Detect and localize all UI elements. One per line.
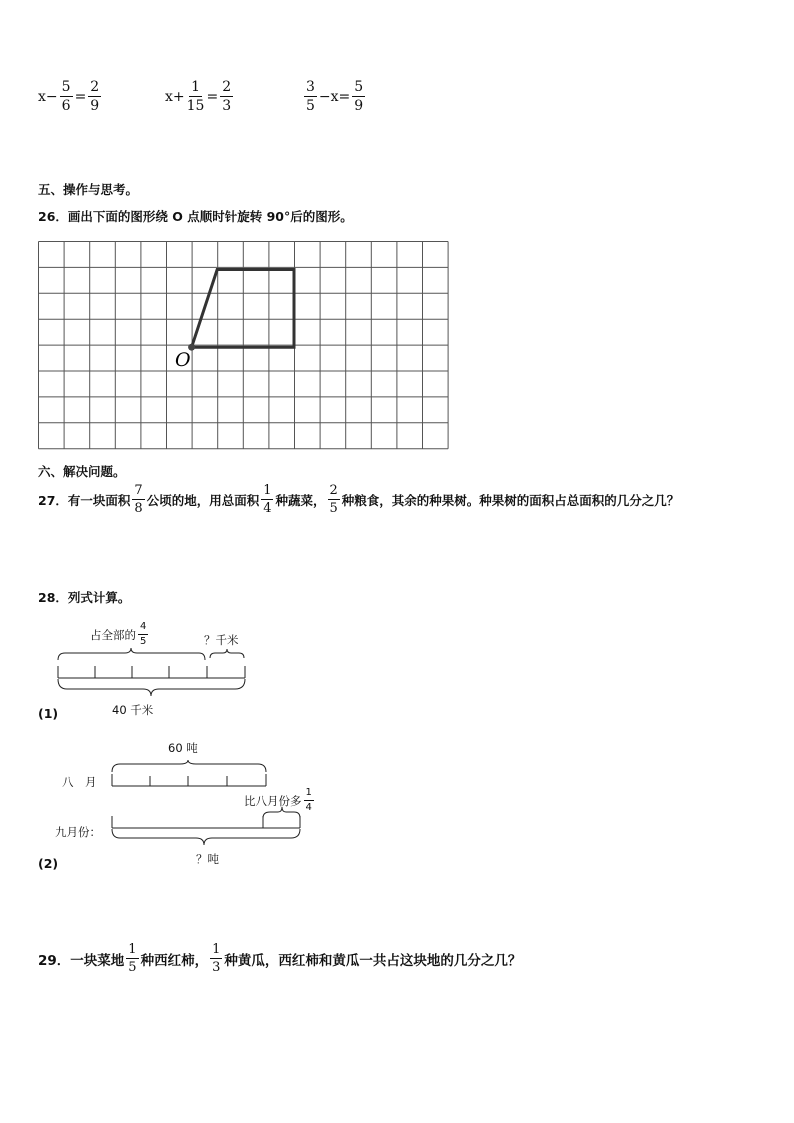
rotation-grid xyxy=(38,241,450,452)
eq1-left: x− xyxy=(38,88,58,105)
equation-3 xyxy=(302,80,367,113)
eq2-frac-2: $\frac{2}{3}$ xyxy=(222,79,232,114)
eq2-frac-1: $\frac{1}{15}$ xyxy=(186,79,205,114)
q29-frac-2: $\frac{1}{3}$ xyxy=(212,942,221,975)
d2-top-label: 60 吨 xyxy=(168,741,198,755)
question-27: 27．有一块面积 $\frac{7}{8}$ 公顷的地，用总面积 $\frac{1}{4}$ 种蔬菜， $\frac{2}{5}$ 种粮食，其余的种果树。种果树的面积占总面积的几分之几？ xyxy=(38,483,680,516)
q29-frac-1: $\frac{1}{5}$ xyxy=(128,942,137,975)
section-5-title: 五、操作与思考。 xyxy=(38,182,139,197)
question-29: 29．一块菜地 $\frac{1}{5}$ 种西红柿， $\frac{1}{3}$ 种黄瓜，西红柿和黄瓜一共占这块地的几分之几？ xyxy=(38,942,522,975)
eq3-frac-2: $\frac{5}{9}$ xyxy=(354,79,364,114)
eq2-left: x+ xyxy=(165,88,185,105)
segment-diagram-1 xyxy=(55,648,255,698)
d2-row2-label: 九月份： xyxy=(55,825,101,839)
d1-bottom-label: 40 千米 xyxy=(112,703,154,717)
eq3-frac-1: $\frac{3}{5}$ xyxy=(306,79,315,114)
eq3-mid: −x= xyxy=(318,88,351,105)
segment-diagram-2 xyxy=(108,760,308,850)
question-26: 26．画出下面的图形绕 O 点顺时针旋转 90°后的图形。 xyxy=(38,209,353,224)
d1-right-label: ？千米 xyxy=(204,633,239,647)
eq1-equals: = xyxy=(74,88,87,105)
point-o-label: O xyxy=(175,349,191,371)
d1-top-frac: $\frac{4}{5}$ xyxy=(140,621,147,647)
equation-2 xyxy=(165,80,235,113)
eq1-frac-1: $\frac{5}{6}$ xyxy=(61,79,71,114)
d1-top-label: 占全部的 $\frac{4}{5}$ xyxy=(90,621,147,647)
section-6-title: 六、解决问题。 xyxy=(38,464,126,479)
eq1-frac-2: $\frac{2}{9}$ xyxy=(90,79,100,114)
eq2-equals: = xyxy=(206,88,219,105)
q27-frac-3: $\frac{2}{5}$ xyxy=(329,483,338,516)
q27-frac-2: $\frac{1}{4}$ xyxy=(263,483,272,516)
d1-tag: (1) xyxy=(38,706,59,721)
equation-1 xyxy=(38,80,103,113)
question-28-title: 28．列式计算。 xyxy=(38,590,131,605)
d2-bottom-label: ？吨 xyxy=(196,852,219,866)
d2-tag: (2) xyxy=(38,856,59,871)
d2-note-frac: $\frac{1}{4}$ xyxy=(305,787,312,813)
d2-note: 比八月份多 $\frac{1}{4}$ xyxy=(244,787,312,813)
q27-frac-1: $\frac{7}{8}$ xyxy=(134,483,143,516)
d2-row1-label: 八 月 xyxy=(62,775,97,789)
